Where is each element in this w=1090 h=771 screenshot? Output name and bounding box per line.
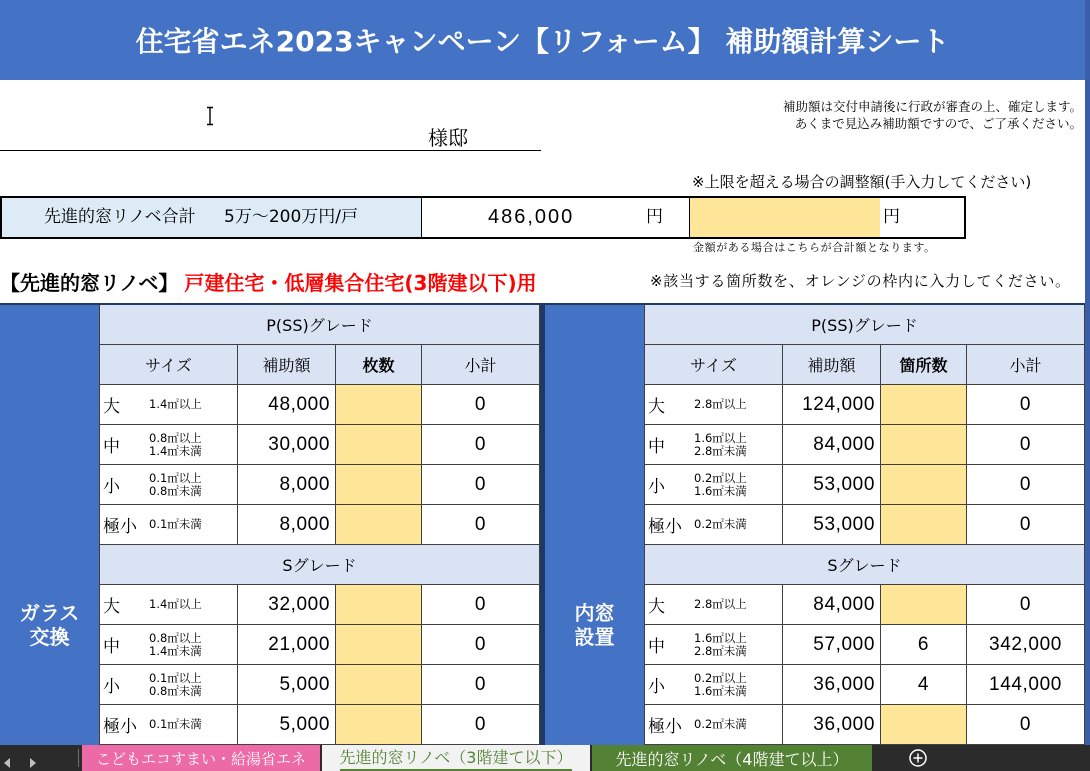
sheet-tab-kodomo-eco[interactable] [82, 745, 320, 771]
size-range-line: 2.8㎡未満 [694, 443, 747, 458]
section-title: 【先進的窓リノベ】 [0, 271, 179, 295]
subsidy-amount: 124,000 [783, 385, 881, 425]
total-label-cell [2, 198, 422, 237]
subtotal: 0 [967, 385, 1085, 425]
size-range [149, 432, 202, 458]
size-label: 小 [648, 477, 665, 497]
size-range-line: 2.8㎡以上 [694, 597, 747, 611]
subsidy-amount: 5,000 [238, 705, 336, 745]
total-limit: 5万～200万円/戸 [224, 207, 358, 227]
subtotal: 0 [422, 505, 540, 545]
count-input[interactable] [336, 385, 422, 425]
sheet-tab-window-renovation-high-rise[interactable] [592, 745, 872, 771]
category-label-line: 内窓 [574, 601, 615, 625]
size-range-line: 1.4㎡以上 [149, 597, 202, 611]
count-input[interactable] [881, 505, 967, 545]
category-cell [545, 305, 645, 745]
size-cell [100, 505, 238, 545]
subtotal: 0 [967, 505, 1085, 545]
scroll-right-icon[interactable] [29, 753, 37, 763]
sheet-title: 住宅省エネ2023キャンペーン【リフォーム】 補助額計算シート [135, 25, 950, 58]
size-cell [645, 425, 783, 465]
category-label-line: ガラス [19, 601, 80, 625]
column-header-amount: 補助額 [783, 345, 881, 385]
count-input[interactable] [336, 425, 422, 465]
subtotal: 0 [422, 465, 540, 505]
count-input[interactable] [336, 665, 422, 705]
size-range-line: 0.1㎡未満 [149, 717, 202, 731]
count-input[interactable] [881, 585, 967, 625]
subsidy-amount: 21,000 [238, 625, 336, 665]
total-unit: 円 [646, 207, 663, 227]
subsidy-amount: 36,000 [783, 705, 881, 745]
size-range-line: 1.6㎡未満 [694, 683, 747, 698]
category-cell [0, 305, 100, 745]
column-header-count: 箇所数 [881, 345, 967, 385]
sheet-tab-label: 先進的窓リノベ（3階建て以下） [340, 745, 573, 771]
subtotal: 0 [422, 585, 540, 625]
size-cell [645, 585, 783, 625]
size-cell [100, 385, 238, 425]
total-summary-row [0, 196, 966, 239]
subsidy-amount: 53,000 [783, 465, 881, 505]
size-cell [100, 465, 238, 505]
size-range-line: 2.8㎡未満 [694, 643, 747, 658]
total-label: 先進的窓リノベ合計 [44, 207, 196, 227]
subsidy-amount: 32,000 [238, 585, 336, 625]
size-range-line: 0.1㎡以上 [149, 470, 202, 485]
size-range-line: 1.6㎡未満 [694, 483, 747, 498]
total-amount: 486,000 [488, 206, 575, 228]
disclaimer-line: あくまで見込み補助額ですので、ご了承ください。 [794, 116, 1082, 131]
adjustment-unit: 円 [883, 207, 900, 227]
size-range-line: 1.4㎡未満 [149, 643, 202, 658]
sheet-right-edge [1085, 0, 1090, 745]
category-label-line: 交換 [29, 625, 70, 649]
total-amount-cell [422, 198, 690, 237]
size-range-line: 0.2㎡以上 [694, 670, 747, 685]
subsidy-amount: 53,000 [783, 505, 881, 545]
subsidy-amount: 36,000 [783, 665, 881, 705]
column-header-subtotal: 小計 [967, 345, 1085, 385]
size-range-line: 0.1㎡未満 [149, 517, 202, 531]
tab-bar-divider [78, 749, 79, 767]
size-range-line: 0.8㎡以上 [149, 630, 202, 645]
add-sheet-icon[interactable] [908, 748, 928, 768]
column-header-size: サイズ [645, 345, 783, 385]
size-cell [645, 505, 783, 545]
size-label: 極小 [648, 517, 682, 537]
category-label [20, 601, 79, 649]
subtotal: 144,000 [967, 665, 1085, 705]
category-label [575, 601, 615, 649]
column-header-subtotal: 小計 [422, 345, 540, 385]
size-label: 小 [103, 477, 120, 497]
count-input[interactable] [336, 585, 422, 625]
size-range [149, 718, 202, 731]
size-cell [100, 425, 238, 465]
count-input[interactable]: 4 [881, 665, 967, 705]
size-range-line: 0.8㎡未満 [149, 683, 202, 698]
sheet-tab-label: こどもエコすまい・給湯省エネ [95, 749, 306, 768]
count-input[interactable] [881, 385, 967, 425]
count-input[interactable] [881, 705, 967, 745]
size-range [694, 472, 747, 498]
size-label: 極小 [103, 717, 137, 737]
column-header-size: サイズ [100, 345, 238, 385]
size-range [149, 472, 202, 498]
size-range [694, 672, 747, 698]
size-range [149, 672, 202, 698]
size-range-line: 0.1㎡以上 [149, 670, 202, 685]
size-range [694, 598, 747, 611]
adjustment-amount-input[interactable] [690, 198, 880, 237]
inner-window-table [545, 305, 1085, 745]
size-range-line: 0.8㎡未満 [149, 483, 202, 498]
size-range [694, 398, 747, 411]
subsidy-amount: 30,000 [238, 425, 336, 465]
subtotal: 342,000 [967, 625, 1085, 665]
subsidy-amount: 48,000 [238, 385, 336, 425]
count-input[interactable] [881, 465, 967, 505]
sheet-tab-window-renovation-low-rise[interactable] [322, 745, 590, 771]
count-input[interactable] [336, 625, 422, 665]
subtotal: 0 [422, 625, 540, 665]
size-cell [645, 705, 783, 745]
size-label: 中 [648, 437, 665, 457]
size-label: 極小 [648, 717, 682, 737]
subtotal: 0 [967, 585, 1085, 625]
size-cell [100, 625, 238, 665]
size-range-line: 0.8㎡以上 [149, 430, 202, 445]
count-input[interactable] [336, 465, 422, 505]
size-range [149, 398, 202, 411]
size-range-line: 0.2㎡未満 [694, 717, 747, 731]
size-range-line: 2.8㎡以上 [694, 397, 747, 411]
adjustment-note: ※上限を超える場合の調整額(手入力してください) [692, 173, 1032, 191]
size-range [149, 598, 202, 611]
subtotal: 0 [422, 665, 540, 705]
subtotal: 0 [967, 705, 1085, 745]
size-cell [100, 665, 238, 705]
count-input[interactable] [336, 505, 422, 545]
size-label: 大 [648, 597, 665, 617]
size-cell [645, 465, 783, 505]
category-label-line: 設置 [574, 625, 615, 649]
size-range [149, 518, 202, 531]
sheet-tab-bar [0, 745, 1090, 771]
subtotal: 0 [422, 705, 540, 745]
subtotal: 0 [422, 425, 540, 465]
sheet-title-bar [0, 0, 1085, 80]
size-cell [100, 585, 238, 625]
subsidy-amount: 5,000 [238, 665, 336, 705]
size-range-line: 1.4㎡未満 [149, 443, 202, 458]
size-cell [645, 665, 783, 705]
count-input[interactable] [881, 425, 967, 465]
sheet-tab-label: 先進的窓リノベ（4階建て以上） [615, 749, 849, 769]
size-label: 小 [103, 677, 120, 697]
grade-header: P(SS)グレード [100, 305, 540, 345]
size-range-line: 1.6㎡以上 [694, 430, 747, 445]
disclaimer-note [660, 98, 1082, 132]
grade-header: Sグレード [100, 545, 540, 585]
section-heading [0, 268, 537, 298]
subsidy-amount: 8,000 [238, 465, 336, 505]
size-range-line: 1.4㎡以上 [149, 397, 202, 411]
size-label: 中 [103, 437, 120, 457]
size-range-line: 0.2㎡以上 [694, 470, 747, 485]
subsidy-amount: 57,000 [783, 625, 881, 665]
size-label: 極小 [103, 517, 137, 537]
size-range [149, 632, 202, 658]
column-header-count: 枚数 [336, 345, 422, 385]
size-label: 大 [648, 397, 665, 417]
disclaimer-line: 補助額は交付申請後に行政が審査の上、確定します。 [782, 99, 1082, 114]
scroll-left-icon[interactable] [3, 753, 11, 763]
count-input[interactable] [336, 705, 422, 745]
size-range [694, 518, 747, 531]
subsidy-amount: 84,000 [783, 425, 881, 465]
subsidy-amount: 84,000 [783, 585, 881, 625]
subtotal: 0 [967, 465, 1085, 505]
column-header-amount: 補助額 [238, 345, 336, 385]
size-cell [645, 625, 783, 665]
size-cell [645, 385, 783, 425]
size-range [694, 432, 747, 458]
glass-replacement-table [0, 305, 540, 745]
size-label: 中 [648, 637, 665, 657]
size-label: 中 [103, 637, 120, 657]
subsidy-amount: 8,000 [238, 505, 336, 545]
size-range-line: 0.2㎡未満 [694, 517, 747, 531]
size-range [694, 718, 747, 731]
subtotal: 0 [967, 425, 1085, 465]
customer-honorific: 様邸 [428, 126, 468, 150]
subtotal: 0 [422, 385, 540, 425]
text-cursor-icon [204, 106, 216, 126]
adjustment-footnote: 金額がある場合はこちらが合計額となります。 [693, 241, 936, 254]
section-instruction: ※該当する箇所数を、オレンジの枠内に入力してください。 [650, 272, 1071, 290]
size-label: 大 [103, 397, 120, 417]
size-range [694, 632, 747, 658]
grade-header: P(SS)グレード [645, 305, 1085, 345]
customer-name-underline [0, 150, 541, 151]
grade-header: Sグレード [645, 545, 1085, 585]
size-label: 小 [648, 677, 665, 697]
section-target: 戸建住宅・低層集合住宅(3階建以下)用 [184, 271, 537, 295]
size-cell [100, 705, 238, 745]
size-range-line: 1.6㎡以上 [694, 630, 747, 645]
size-label: 大 [103, 597, 120, 617]
count-input[interactable]: 6 [881, 625, 967, 665]
